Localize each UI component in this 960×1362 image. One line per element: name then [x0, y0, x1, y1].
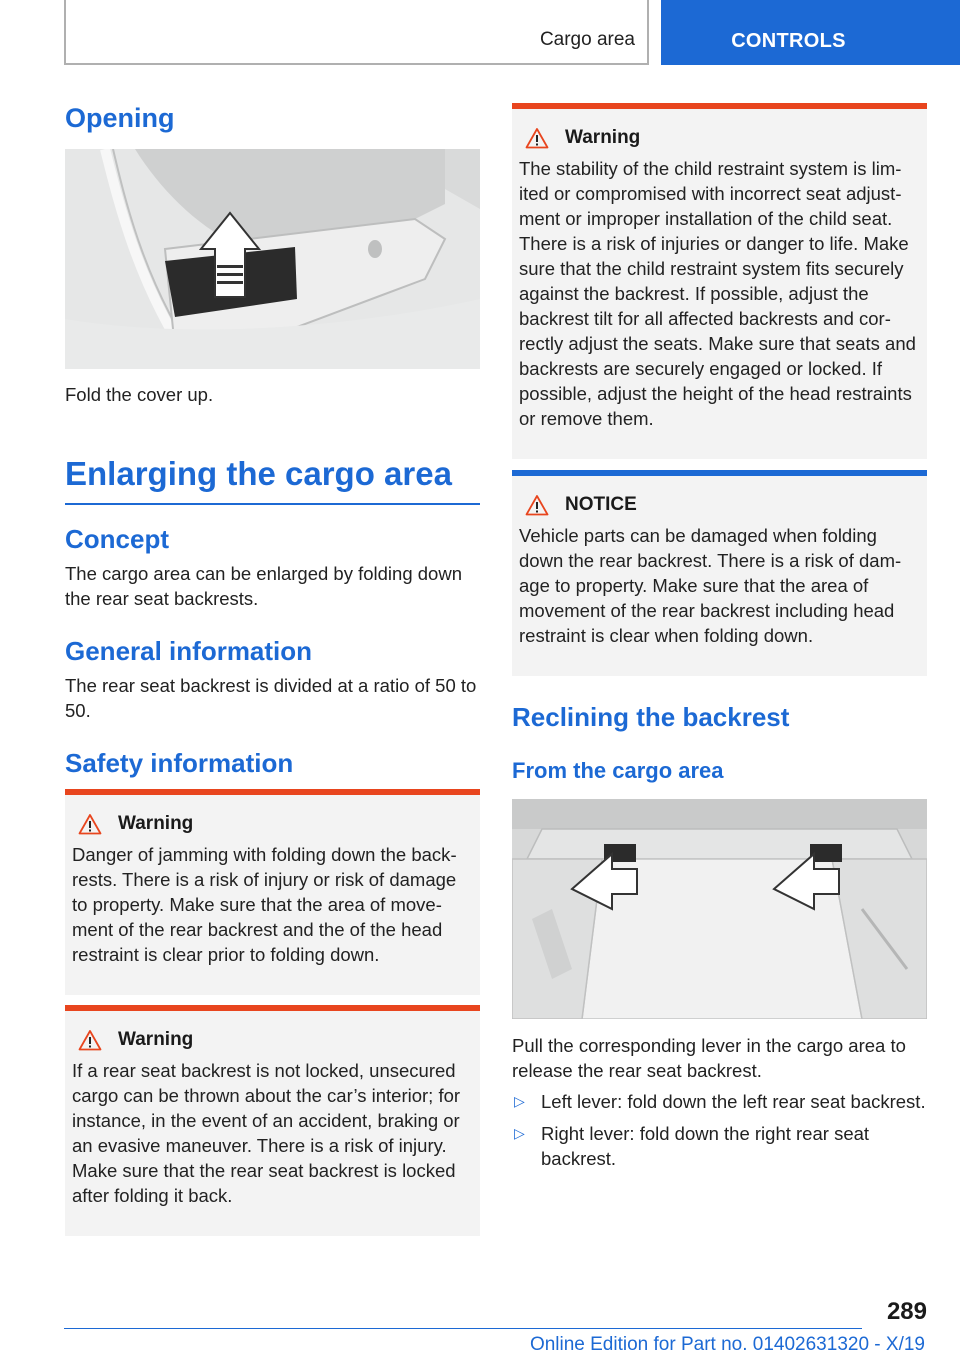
cargo-area-illustration: [512, 799, 927, 1019]
warning-text: The stability of the child restraint system is limited or compromised with incorrect seat adjustment or improper installation of the child seat. There is a risk of injuries or danger to life. Make sure that the child restraint system fits securely against the backrest. If possible, adjust the backrest tilt for all affected backrests and correctly adjust the seats. Make sure that seats and backrests are securely engaged or locked. If possible, adjust the height of the head restraints or remove them.: [519, 158, 916, 429]
warning-title-row: [78, 1029, 473, 1051]
reclining-heading: Reclining the backrest: [512, 702, 790, 732]
notice-box: [512, 470, 927, 676]
chapter-tab[interactable]: [661, 0, 960, 65]
from-cargo-heading: From the cargo area: [512, 758, 724, 783]
fold-caption: Fold the cover up.: [65, 384, 214, 405]
list-item-text: Right lever: fold down the right rear seat backrest.: [541, 1123, 870, 1169]
notice-title-row: [525, 494, 920, 516]
notice-title: NOTICE: [565, 494, 637, 515]
warning-box-child-restraint: [512, 103, 927, 459]
footer-divider: [64, 1328, 862, 1329]
list-item-text: Left lever: fold down the left rear seat backrest.: [541, 1091, 926, 1112]
general-info-heading: General information: [65, 636, 313, 666]
cargo-levers-illustration: [512, 799, 927, 1019]
warning-triangle-icon: [78, 1029, 102, 1051]
warning-box-unsecured-cargo: [65, 1005, 480, 1236]
warning-title-row: [525, 127, 920, 149]
bullet-triangle-icon: ▷: [514, 1125, 525, 1141]
warning-title-row: [78, 813, 473, 835]
warning-text: If a rear seat backrest is not locked, unsecured cargo can be thrown about the car’s interior; for instance, in the event of an accident, braking or an evasive maneuver. There is a risk of injury. Make sure that the rear seat backrest is locked after folding it back.: [72, 1060, 461, 1206]
bullet-triangle-icon: ▷: [514, 1093, 525, 1109]
cover-open-illustration: [65, 149, 480, 369]
lever-list: [512, 1089, 927, 1178]
concept-text: The cargo area can be enlarged by folding down the rear seat backrests.: [65, 563, 462, 609]
opening-heading: Opening: [65, 103, 175, 133]
list-item: [512, 1089, 927, 1114]
warning-text: Danger of jamming with folding down the backrests. There is a risk of injury or risk of damage to property. Make sure that the area of movement of the rear backrest and the of the head restraint is clear prior to folding down.: [72, 844, 457, 965]
warning-triangle-icon: [78, 813, 102, 835]
footer-edition: Online Edition for Part no. 01402631320 - X/19: [529, 1334, 925, 1355]
section-title: Cargo area: [539, 29, 635, 50]
concept-heading: Concept: [65, 524, 169, 554]
pull-lever-text: Pull the corresponding lever in the cargo area to release the rear seat backrest.: [512, 1035, 906, 1081]
warning-title: Warning: [118, 1029, 194, 1050]
safety-info-heading: Safety information: [65, 748, 294, 778]
chapter-tab-label: CONTROLS: [731, 30, 846, 52]
notice-triangle-icon: [525, 494, 549, 516]
page-number: 289: [886, 1298, 927, 1325]
warning-title: Warning: [118, 813, 194, 834]
notice-text: Vehicle parts can be damaged when folding down the rear backrest. There is a risk of damage to property. Make sure that the area of movement of the rear backrest including head restraint is clear when folding down.: [519, 525, 902, 646]
warning-triangle-icon: [525, 127, 549, 149]
main-heading: Enlarging the cargo area: [65, 455, 480, 505]
general-info-text: The rear seat backrest is divided at a ratio of 50 to 50.: [65, 675, 477, 721]
header-bar: [64, 0, 649, 65]
warning-box-jamming: [65, 789, 480, 995]
warning-title: Warning: [565, 127, 641, 148]
list-item: [512, 1121, 927, 1171]
opening-illustration: [65, 149, 480, 369]
